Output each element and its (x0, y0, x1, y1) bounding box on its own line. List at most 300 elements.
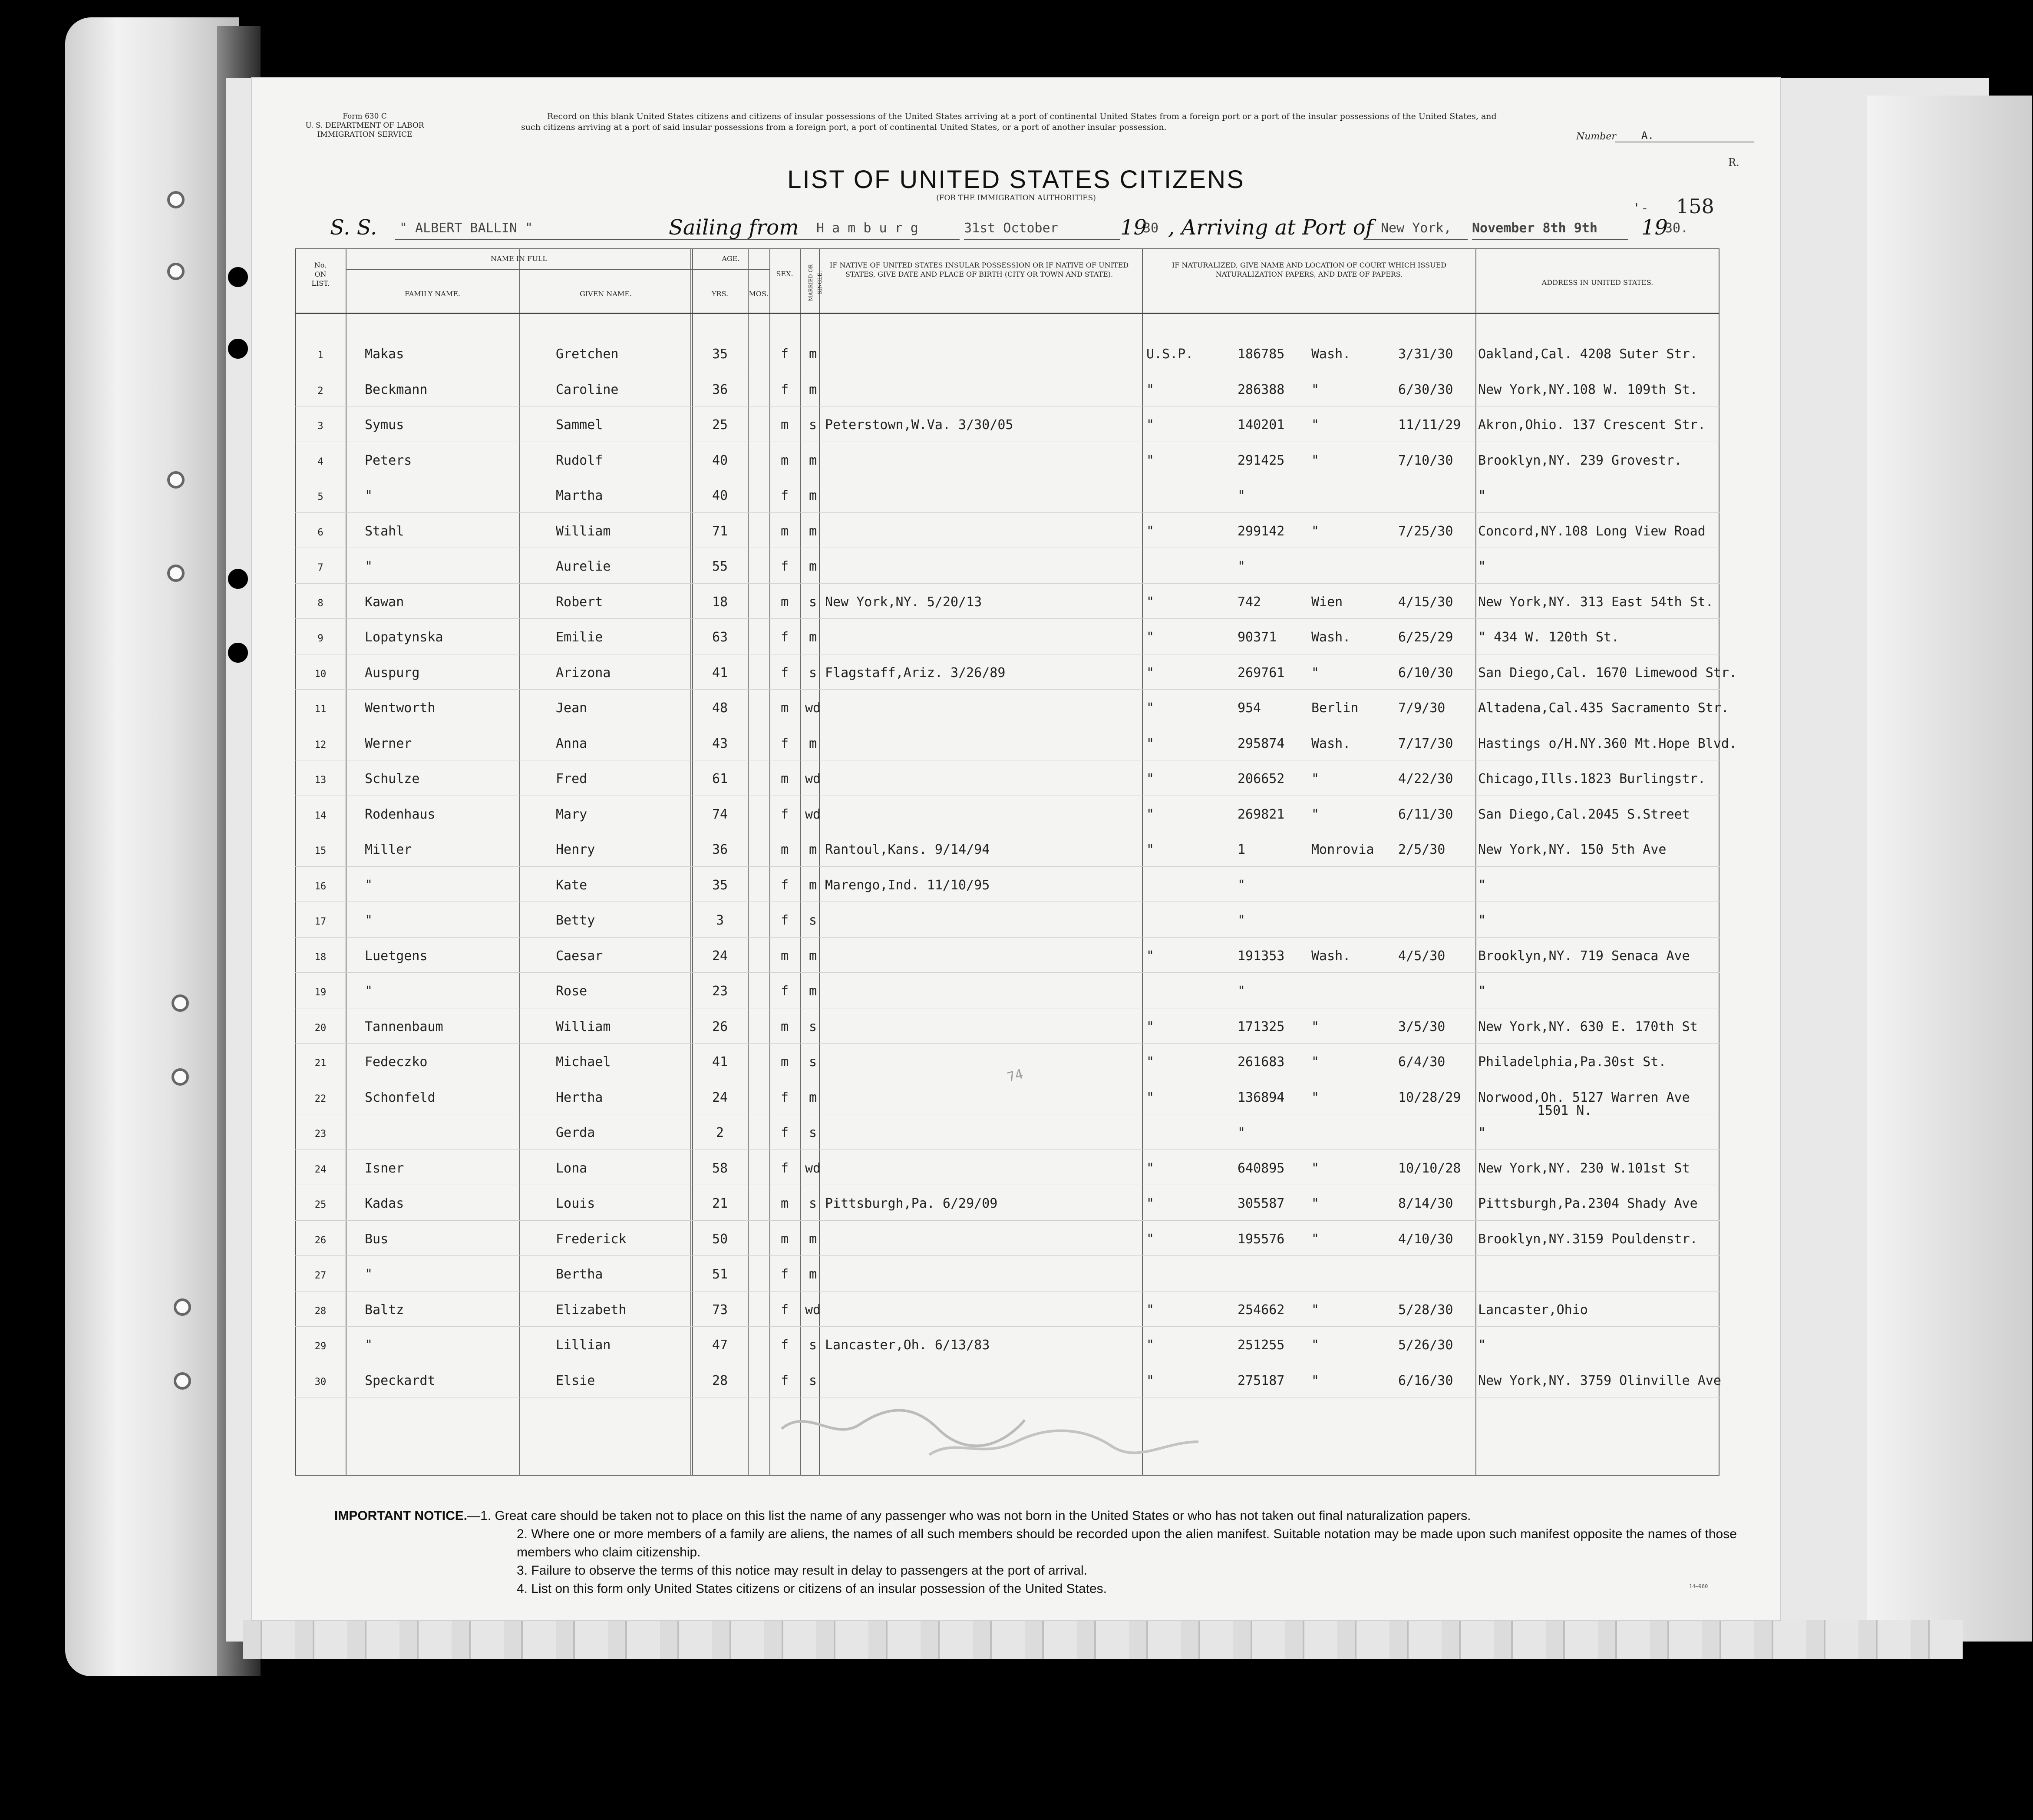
cell-nat-no: 136894 (1238, 1090, 1285, 1105)
cell-no: 10 (314, 668, 327, 680)
cell-ms: s (809, 594, 817, 610)
cell-nat-loc: " (1311, 1160, 1320, 1176)
row22-margin-note: 74 (1006, 1066, 1025, 1086)
cell-nat-court: " (1146, 948, 1155, 964)
cell-nat-court: " (1146, 453, 1155, 468)
cell-family: Miller (365, 842, 412, 857)
cell-family: Makas (365, 347, 404, 362)
cell-no: 21 (314, 1058, 327, 1069)
cell-nat-date: 5/28/30 (1398, 1302, 1453, 1318)
ship-name: " ALBERT BALLIN " (399, 221, 533, 236)
arrival-port-underline (1363, 239, 1468, 240)
cell-nat-court: " (1146, 1231, 1155, 1247)
cell-nat-court: " (1146, 806, 1155, 822)
cell-nat-date: 7/10/30 (1398, 453, 1453, 468)
cell-nat-date: 10/28/29 (1398, 1090, 1461, 1105)
cell-nat-no: 206652 (1238, 771, 1285, 786)
cell-no: 13 (314, 775, 327, 786)
cell-nat-no: 191353 (1238, 948, 1285, 964)
cell-no: 4 (317, 456, 323, 467)
row-rule (295, 689, 1719, 690)
cell-nat-court: " (1146, 771, 1155, 786)
cell-given: Kate (556, 877, 587, 893)
row-rule (295, 1326, 1719, 1327)
cell-sex: m (780, 1196, 789, 1211)
cell-family: Wentworth (365, 700, 436, 716)
cell-sex: f (780, 1090, 789, 1105)
col-divider (1142, 248, 1143, 1476)
cell-ms: m (809, 559, 817, 574)
cell-birth: Pittsburgh,Pa. 6/29/09 (825, 1196, 998, 1211)
cell-nat-court: " (1146, 736, 1155, 751)
notice-item-4: 4. List on this form only United States citizens or citizens of an insular possession of the United States. (517, 1582, 1107, 1596)
cell-nat-date: 6/30/30 (1398, 382, 1453, 397)
cell-sex: f (780, 488, 789, 503)
cell-nat-court: " (1146, 594, 1155, 610)
cell-nat-no: 186785 (1238, 347, 1285, 362)
cell-given: Hertha (556, 1090, 603, 1105)
cell-nat-no: 640895 (1238, 1160, 1285, 1176)
row-rule (295, 866, 1719, 867)
cell-yrs: 73 (712, 1302, 728, 1318)
cell-yrs: 3 (716, 913, 724, 928)
cell-address: " (1478, 1125, 1486, 1140)
cell-family: Auspurg (365, 665, 420, 680)
cell-ms: s (809, 1054, 817, 1070)
cell-nat-loc: " (1311, 1054, 1320, 1070)
cell-sex: m (780, 771, 789, 786)
cell-nat-court: U.S.P. (1146, 347, 1194, 362)
cell-family: " (365, 488, 373, 503)
cell-ms: wd (805, 1160, 821, 1176)
cell-address: Chicago,Ills.1823 Burlingstr. (1478, 771, 1706, 786)
cell-given: Caesar (556, 948, 603, 964)
cell-nat-date: 5/26/30 (1398, 1338, 1453, 1353)
cell-given: Rose (556, 984, 587, 999)
cell-no: 30 (314, 1376, 327, 1387)
cell-yrs: 35 (712, 877, 728, 893)
cell-ms: m (809, 1231, 817, 1247)
header-naturalization: IF NATURALIZED, GIVE NAME AND LOCATION OF COURT WHICH ISSUED NATURALIZATION PAPERS, AND DATE OF PAPERS. (1172, 261, 1447, 278)
cell-no: 9 (317, 633, 323, 644)
cell-given: Elsie (556, 1373, 595, 1388)
row-rule (295, 512, 1719, 513)
cell-nat-court: " (1146, 665, 1155, 680)
cell-ms: s (809, 913, 817, 928)
year-prefix: 19 (1120, 215, 1147, 240)
notice-label: IMPORTANT NOTICE. (334, 1509, 468, 1523)
page-subtitle: (FOR THE IMMIGRATION AUTHORITIES) (936, 194, 1096, 202)
cell-yrs: 36 (712, 842, 728, 857)
cell-address: Hastings o/H.NY.360 Mt.Hope Blvd. (1478, 736, 1737, 751)
cell-family: " (365, 913, 373, 928)
cell-nat-court: " (1146, 1196, 1155, 1211)
cell-yrs: 36 (712, 382, 728, 397)
cell-nat-no: " (1238, 1125, 1246, 1140)
cell-address: " 434 W. 120th St. (1478, 630, 1620, 645)
cell-address: New York,NY. 630 E. 170th St (1478, 1019, 1698, 1034)
cell-family: Beckmann (365, 382, 428, 397)
cell-no: 16 (314, 881, 327, 892)
cell-yrs: 21 (712, 1196, 728, 1211)
cell-yrs: 43 (712, 736, 728, 751)
cell-birth: Flagstaff,Ariz. 3/26/89 (825, 665, 1006, 680)
cell-family: Fedeczko (365, 1054, 428, 1070)
cell-sex: m (780, 1231, 789, 1247)
cell-no: 12 (314, 739, 327, 750)
cell-given: William (556, 1019, 611, 1034)
row-rule (295, 583, 1719, 584)
cell-yrs: 40 (712, 488, 728, 503)
cell-ms: m (809, 984, 817, 999)
cell-given: Henry (556, 842, 595, 857)
cell-nat-loc: Wien (1311, 594, 1343, 610)
cell-family: Stahl (365, 523, 404, 539)
binder-hole (174, 1298, 191, 1316)
cell-given: Louis (556, 1196, 595, 1211)
cell-given: Fred (556, 771, 587, 786)
cell-yrs: 58 (712, 1160, 728, 1176)
row-rule (295, 1291, 1719, 1292)
cell-family: Werner (365, 736, 412, 751)
cell-nat-date: 2/5/30 (1398, 842, 1446, 857)
cell-nat-no: 286388 (1238, 382, 1285, 397)
cell-yrs: 50 (712, 1231, 728, 1247)
cell-nat-court: " (1146, 417, 1155, 433)
header-address: ADDRESS IN UNITED STATES. (1541, 278, 1653, 287)
cell-ms: m (809, 842, 817, 857)
cell-nat-court: " (1146, 842, 1155, 857)
cell-address: " (1478, 984, 1486, 999)
cell-no: 24 (314, 1164, 327, 1175)
stacked-pages-edge (243, 1620, 1963, 1659)
cell-nat-loc: " (1311, 523, 1320, 539)
cell-address: Brooklyn,NY.3159 Pouldenstr. (1478, 1231, 1698, 1247)
cell-given: Arizona (556, 665, 611, 680)
cell-yrs: 26 (712, 1019, 728, 1034)
ss-label: S. S. (330, 215, 377, 240)
cell-given: Betty (556, 913, 595, 928)
cell-given: Elizabeth (556, 1302, 627, 1318)
cell-sex: m (780, 1054, 789, 1070)
tick-mark: ' - (1635, 201, 1647, 216)
cell-nat-date: 11/11/29 (1398, 417, 1461, 433)
cell-nat-no: 254662 (1238, 1302, 1285, 1318)
cell-nat-court: " (1146, 523, 1155, 539)
cell-ms: s (809, 1019, 817, 1034)
row-rule (295, 937, 1719, 938)
cell-address: " (1478, 1338, 1486, 1353)
header-given-name: GIVEN NAME. (579, 290, 632, 298)
form-instructions: Record on this blank United States citizens and citizens of insular possessions of the United States arriving at a port of continental United States from a foreign port or a port of the insular possessions of the United States, and such citizens arriving at a port of said insular possessions from a foreign port, a port of continental United States, or a port of another insular possession. (521, 112, 1497, 132)
col-divider (690, 248, 691, 1476)
cell-sex: m (780, 417, 789, 433)
cell-nat-date: 8/14/30 (1398, 1196, 1453, 1211)
service-name: IMMIGRATION SERVICE (317, 130, 413, 139)
notice-item-1: —1. Great care should be taken not to place on this list the name of any passenger who was not born in the United States or who has not taken out final naturalization papers. (467, 1509, 1471, 1523)
cell-ms: m (809, 523, 817, 539)
cell-nat-no: 140201 (1238, 417, 1285, 433)
cell-sex: f (780, 913, 789, 928)
cell-birth: Peterstown,W.Va. 3/30/05 (825, 417, 1013, 433)
cell-nat-date: 7/9/30 (1398, 700, 1446, 716)
cell-nat-no: 195576 (1238, 1231, 1285, 1247)
cell-address: San Diego,Cal.2045 S.Street (1478, 806, 1690, 822)
cell-given: Robert (556, 594, 603, 610)
cell-yrs: 61 (712, 771, 728, 786)
cell-ms: m (809, 630, 817, 645)
binder-hole (228, 267, 248, 287)
binder-hole (228, 569, 248, 589)
sailing-date: 31st October (964, 221, 1058, 236)
cell-sex: f (780, 984, 789, 999)
cell-nat-date: 6/16/30 (1398, 1373, 1453, 1388)
cell-given: Emilie (556, 630, 603, 645)
department-name: U. S. DEPARTMENT OF LABOR (305, 121, 424, 130)
cell-ms: m (809, 1090, 817, 1105)
number-label: Number (1576, 131, 1616, 142)
cell-no: 14 (314, 810, 327, 821)
cell-address: " (1478, 559, 1486, 574)
cell-ms: m (809, 488, 817, 503)
cell-ms: s (809, 1338, 817, 1353)
cell-ms: m (809, 453, 817, 468)
cell-no: 27 (314, 1270, 327, 1281)
cell-given: Bertha (556, 1267, 603, 1282)
cell-yrs: 55 (712, 559, 728, 574)
cell-family: Tannenbaum (365, 1019, 443, 1034)
cell-yrs: 35 (712, 347, 728, 362)
cell-yrs: 63 (712, 630, 728, 645)
cell-address: " (1478, 877, 1486, 893)
header-birth-place: IF NATIVE OF UNITED STATES INSULAR POSSESSION OR IF NATIVE OF UNITED STATES, GIVE DATE AND PLACE OF BIRTH (CITY OR TOWN AND STATE). (829, 261, 1129, 278)
cell-nat-loc: " (1311, 1338, 1320, 1353)
binder-hole (174, 1372, 191, 1390)
cell-nat-court: " (1146, 1160, 1155, 1176)
cell-family: Luetgens (365, 948, 428, 964)
cell-nat-no: 1 (1238, 842, 1246, 857)
cell-yrs: 2 (716, 1125, 724, 1140)
cell-nat-date: 4/22/30 (1398, 771, 1453, 786)
row-rule (295, 1255, 1719, 1256)
cell-family: Rodenhaus (365, 806, 436, 822)
binder-hole (167, 263, 185, 280)
name-subheader-line (346, 269, 748, 270)
cell-no: 1 (317, 350, 323, 361)
cell-sex: m (780, 700, 789, 716)
cell-nat-loc: " (1311, 1373, 1320, 1388)
cell-no: 18 (314, 951, 327, 963)
cell-nat-loc: " (1311, 806, 1320, 822)
cell-address: Oakland,Cal. 4208 Suter Str. (1478, 347, 1698, 362)
col-divider (748, 248, 749, 1476)
arriving-label: , Arriving at Port of (1168, 215, 1373, 240)
cell-nat-no: 305587 (1238, 1196, 1285, 1211)
col-divider (1475, 248, 1476, 1476)
cell-sex: m (780, 842, 789, 857)
cell-nat-date: 4/15/30 (1398, 594, 1453, 610)
cell-nat-court: " (1146, 1373, 1155, 1388)
cell-nat-court: " (1146, 1302, 1155, 1318)
cell-nat-no: " (1238, 877, 1246, 893)
r-mark: R. (1728, 156, 1739, 168)
cell-yrs: 51 (712, 1267, 728, 1282)
arrival-year-prefix: 19 (1641, 215, 1668, 240)
cell-yrs: 24 (712, 948, 728, 964)
header-married-single: MARRIED OR SINGLE. (808, 264, 823, 301)
cell-yrs: 40 (712, 453, 728, 468)
cell-no: 15 (314, 846, 327, 856)
cell-family: Schonfeld (365, 1090, 436, 1105)
cell-no: 2 (317, 385, 323, 396)
cell-nat-loc: " (1311, 1019, 1320, 1034)
cell-family: Kadas (365, 1196, 404, 1211)
form-number: Form 630 C (343, 112, 387, 121)
cell-nat-loc: Wash. (1311, 948, 1351, 964)
cell-ms: s (809, 1196, 817, 1211)
cell-sex: m (780, 1019, 789, 1034)
cell-no: 17 (314, 916, 327, 927)
cell-given: Caroline (556, 382, 619, 397)
cell-nat-no: 269821 (1238, 806, 1285, 822)
cell-ms: s (809, 1373, 817, 1388)
cell-nat-no: " (1238, 984, 1246, 999)
cell-sex: f (780, 1160, 789, 1176)
cell-nat-date: 6/10/30 (1398, 665, 1453, 680)
row21-address-note: 1501 N. (1537, 1103, 1592, 1118)
cell-address: Lancaster,Ohio (1478, 1302, 1588, 1318)
cell-sex: f (780, 806, 789, 822)
cell-family: " (365, 877, 373, 893)
cell-given: Martha (556, 488, 603, 503)
cell-nat-loc: " (1311, 771, 1320, 786)
cell-no: 5 (317, 492, 323, 502)
handwritten-scribble (773, 1390, 1207, 1463)
cell-given: William (556, 523, 611, 539)
age-subheader-line (692, 269, 769, 270)
page-title: LIST OF UNITED STATES CITIZENS (787, 165, 1245, 194)
cell-no: 29 (314, 1341, 327, 1352)
binder-hole (167, 565, 185, 582)
cell-nat-date: 6/25/29 (1398, 630, 1453, 645)
cell-family: Speckardt (365, 1373, 436, 1388)
cell-nat-loc: " (1311, 1231, 1320, 1247)
cell-no: 8 (317, 598, 323, 609)
cell-sex: f (780, 1267, 789, 1282)
cell-nat-court: " (1146, 1019, 1155, 1034)
cell-ms: wd (805, 700, 821, 716)
binder-hole (228, 643, 248, 663)
cell-no: 11 (314, 704, 327, 715)
cell-family: Lopatynska (365, 630, 443, 645)
cell-birth: New York,NY. 5/20/13 (825, 594, 982, 610)
cell-nat-no: 269761 (1238, 665, 1285, 680)
cell-address: Philadelphia,Pa.30st St. (1478, 1054, 1667, 1070)
cell-address: Akron,Ohio. 137 Crescent Str. (1478, 417, 1706, 433)
cell-address: Brooklyn,NY. 239 Grovestr. (1478, 453, 1682, 468)
row-rule (295, 972, 1719, 973)
cell-family: Baltz (365, 1302, 404, 1318)
cell-nat-no: 261683 (1238, 1054, 1285, 1070)
cell-no: 6 (317, 527, 323, 538)
cell-nat-loc: Monrovia (1311, 842, 1374, 857)
cell-nat-loc: " (1311, 1196, 1320, 1211)
cell-address: New York,NY. 150 5th Ave (1478, 842, 1667, 857)
header-mos: MOS. (749, 290, 769, 298)
binder-hole (172, 994, 189, 1012)
sailing-from: H a m b u r g (816, 221, 918, 236)
number-value: A. (1641, 129, 1654, 142)
cell-address: New York,NY.108 W. 109th St. (1478, 382, 1698, 397)
cell-ms: m (809, 877, 817, 893)
cell-ms: s (809, 1125, 817, 1140)
cell-yrs: 24 (712, 1090, 728, 1105)
cell-yrs: 18 (712, 594, 728, 610)
cell-address: " (1478, 488, 1486, 503)
cell-no: 25 (314, 1199, 327, 1210)
cell-nat-court: " (1146, 1054, 1155, 1070)
cell-yrs: 41 (712, 1054, 728, 1070)
cell-sex: m (780, 594, 789, 610)
cell-nat-court: " (1146, 382, 1155, 397)
cell-nat-date: 7/17/30 (1398, 736, 1453, 751)
cell-nat-date: 4/10/30 (1398, 1231, 1453, 1247)
cell-yrs: 47 (712, 1338, 728, 1353)
binder-hole (228, 339, 248, 359)
cell-no: 26 (314, 1235, 327, 1246)
cell-family: Symus (365, 417, 404, 433)
header-divider (295, 313, 1719, 314)
cell-address: New York,NY. 3759 Olinville Ave (1478, 1373, 1721, 1388)
header-no-on-list: No. ON LIST. (311, 261, 330, 287)
important-notice (334, 1507, 1741, 1598)
cell-nat-date: 7/25/30 (1398, 523, 1453, 539)
cell-family: Kawan (365, 594, 404, 610)
cell-nat-court: " (1146, 630, 1155, 645)
binder-hole (172, 1068, 189, 1086)
cell-ms: m (809, 948, 817, 964)
notice-item-2: 2. Where one or more members of a family are aliens, the names of all such members should be recorded upon the alien manifest. Suitable notation may be made upon such manifest opposite the names of those members who claim citizenship. (517, 1527, 1737, 1559)
cell-yrs: 71 (712, 523, 728, 539)
cell-family: Schulze (365, 771, 420, 786)
cell-given: Sammel (556, 417, 603, 433)
cell-no: 20 (314, 1022, 327, 1034)
cell-ms: s (809, 417, 817, 433)
cell-nat-court: " (1146, 1338, 1155, 1353)
cell-address: New York,NY. 313 East 54th St. (1478, 594, 1713, 610)
cell-address: Brooklyn,NY. 719 Senaca Ave (1478, 948, 1690, 964)
cell-address: Concord,NY.108 Long View Road (1478, 523, 1706, 539)
cell-given: Frederick (556, 1231, 627, 1247)
cell-address: Altadena,Cal.435 Sacramento Str. (1478, 700, 1729, 716)
cell-nat-no: " (1238, 559, 1246, 574)
cell-sex: m (780, 948, 789, 964)
cell-sex: f (780, 665, 789, 680)
cell-address: " (1478, 913, 1486, 928)
cell-sex: m (780, 523, 789, 539)
cell-nat-no: 90371 (1238, 630, 1277, 645)
cell-nat-no: 275187 (1238, 1373, 1285, 1388)
cell-nat-loc: " (1311, 382, 1320, 397)
cell-ms: m (809, 1267, 817, 1282)
cell-family: Bus (365, 1231, 389, 1247)
cell-nat-date: 6/4/30 (1398, 1054, 1446, 1070)
cell-ms: m (809, 347, 817, 362)
cell-sex: f (780, 1125, 789, 1140)
cell-nat-loc: Wash. (1311, 630, 1351, 645)
page-number: 158 (1676, 195, 1714, 218)
binder-spine (65, 17, 239, 1676)
